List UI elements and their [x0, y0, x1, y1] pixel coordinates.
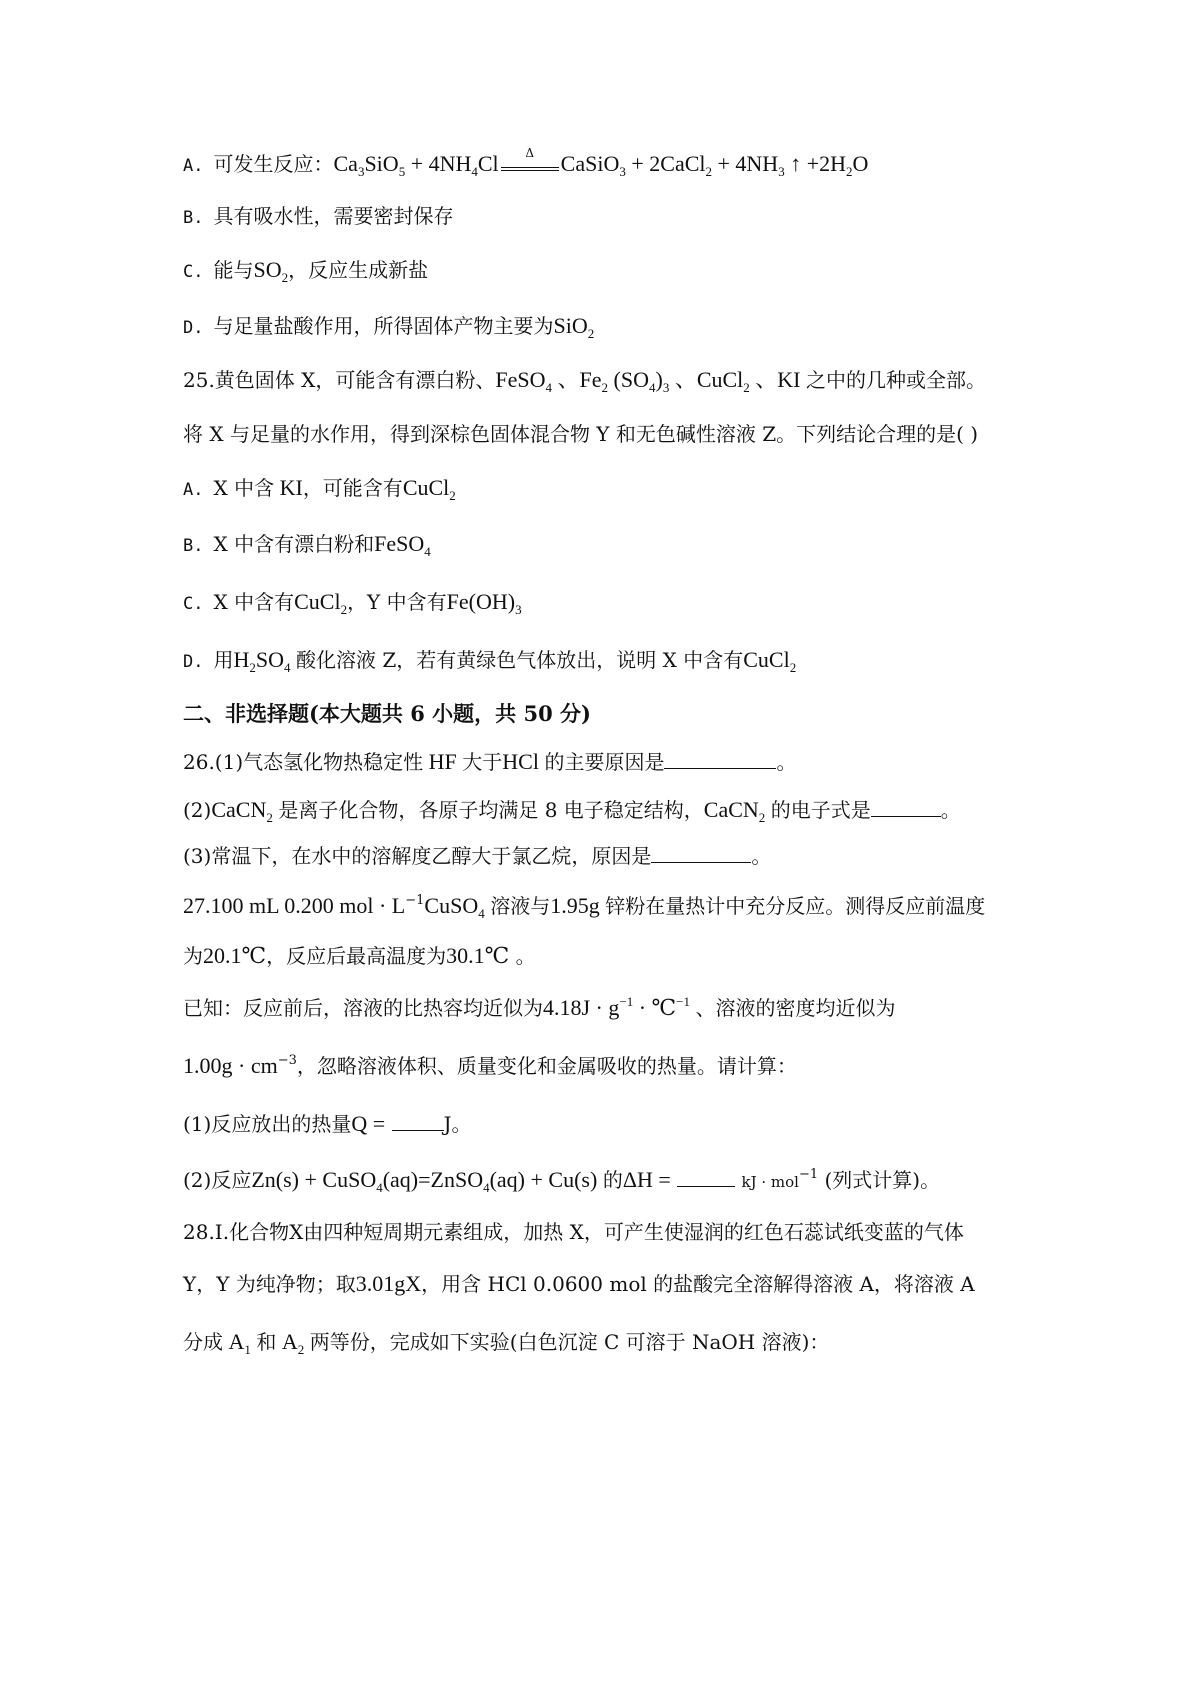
option-text: ，反应生成新盐: [288, 258, 429, 282]
option-text: 与足量盐酸作用，所得固体产物主要为: [213, 314, 554, 338]
answer-blank[interactable]: [664, 750, 776, 769]
option-label: B.: [183, 208, 204, 228]
answer-blank[interactable]: [871, 798, 941, 817]
q26-part1: 26.(1)气态氢化物热稳定性 HF 大于HCl 的主要原因是 。: [183, 749, 797, 774]
q27-known-line1: 已知：反应前后，溶液的比热容均近似为$4.18J \cdot g^{-1}$ · ℃$^{-1}$ 、溶液的密度均近似为: [183, 994, 896, 1020]
option-text: 具有吸水性，需要密封保存: [213, 204, 454, 228]
formula-so2: $SO_2$: [253, 257, 289, 285]
equation-right: CaSiO$_3$ + 2CaCl$_2$ + $4NH_3$ ↑ $+2H_2O$: [560, 151, 869, 179]
equilibrium-heat-sign: [501, 145, 559, 171]
q25-option-a[interactable]: A. X 中含 KI，可能含有CuCl$_2$: [183, 475, 456, 503]
option-label: D.: [183, 652, 204, 672]
answer-blank[interactable]: [677, 1168, 735, 1187]
q25-stem-line2: 将 X 与足量的水作用，得到深棕色固体混合物 Y 和无色碱性溶液 Z。下列结论合理的是( ): [183, 422, 979, 446]
q25-stem-line1: 25.黄色固体 X，可能含有漂白粉、FeSO$_4$ 、$Fe_2$ $(SO_4)_3$ 、CuCl$_2$ 、KI 之中的几种或全部。: [183, 367, 987, 395]
q25-option-c[interactable]: C. X 中含有CuCl$_2$，Y 中含有$Fe(OH)_3$: [183, 589, 522, 617]
q26-part3: (3)常温下，在水中的溶解度乙醇大于氯乙烷，原因是 。: [183, 844, 772, 868]
q28-stem-line3: 分成 $A_1$ 和 $A_2$ 两等份，完成如下实验(白色沉淀 C 可溶于 NaOH 溶液)：: [183, 1329, 830, 1357]
formula-sio2: SiO$_2$: [553, 313, 595, 341]
formula-list: FeSO$_4$ 、$Fe_2$ $(SO_4)_3$ 、CuCl$_2$ 、KI: [495, 367, 807, 395]
option-label: A.: [183, 156, 204, 176]
q28-stem-line2: Y，Y 为纯净物；取3.01gX，用含 HCl 0.0600 mol 的盐酸完全溶解得溶液 A，将溶液 A: [183, 1271, 975, 1296]
q24-option-b[interactable]: [183, 202, 453, 232]
q24-option-a[interactable]: [183, 145, 869, 180]
q27-part2: (2)反应Zn(s) + CuSO$_4$(aq)=ZnSO$_4$(aq) + Cu(s) 的ΔH = kJ · mol$^{-1}$ (列式计算)。: [183, 1167, 941, 1195]
q27-stem-line2: 为20.1℃，反应后最高温度为30.1℃ 。: [183, 943, 536, 968]
q28-stem-line1: 28.Ⅰ.化合物X由四种短周期元素组成，加热 X，可产生使湿润的红色石蕊试纸变蓝的气体: [183, 1220, 964, 1244]
q24-option-d[interactable]: [183, 312, 594, 342]
option-label: A.: [183, 480, 204, 500]
q26-part2: (2)CaCN$_2$ 是离子化合物，各原子均满足 8 电子稳定结构，CaCN$_2$ 的电子式是 。: [183, 797, 961, 825]
answer-blank[interactable]: [651, 844, 751, 863]
option-label: C.: [183, 262, 204, 282]
q24-option-c[interactable]: [183, 256, 428, 286]
option-label: B.: [183, 536, 204, 556]
answer-blank[interactable]: [392, 1112, 444, 1131]
equation-left: $Ca_3SiO_5 + 4NH_4Cl$: [333, 151, 499, 179]
option-label: C.: [183, 594, 204, 614]
option-text: 可发生反应：: [213, 152, 334, 176]
q25-option-b[interactable]: B. X 中含有漂白粉和FeSO$_4$: [183, 531, 431, 559]
option-text: 能与: [213, 258, 254, 282]
section-heading: 二、非选择题(本大题共 6 小题，共 50 分): [183, 701, 591, 726]
q27-known-line2: $1.00g \cdot cm^{-3}$，忽略溶液体积、质量变化和金属吸收的热量。请计算：: [183, 1053, 797, 1078]
q27-stem-line1: 27.100 mL 0.200 mol · $L^{-1}CuSO_4$ 溶液与1.95g 锌粉在量热计中充分反应。测得反应前温度: [183, 893, 986, 921]
q27-part1: (1)反应放出的热量Q = J。: [183, 1111, 472, 1136]
heat-delta: Δ: [525, 145, 534, 160]
q25-option-d[interactable]: D. 用$H_2SO_4$ 酸化溶液 Z，若有黄绿色气体放出，说明 X 中含有CuCl$_2$: [183, 647, 797, 675]
option-label: D.: [183, 318, 204, 338]
